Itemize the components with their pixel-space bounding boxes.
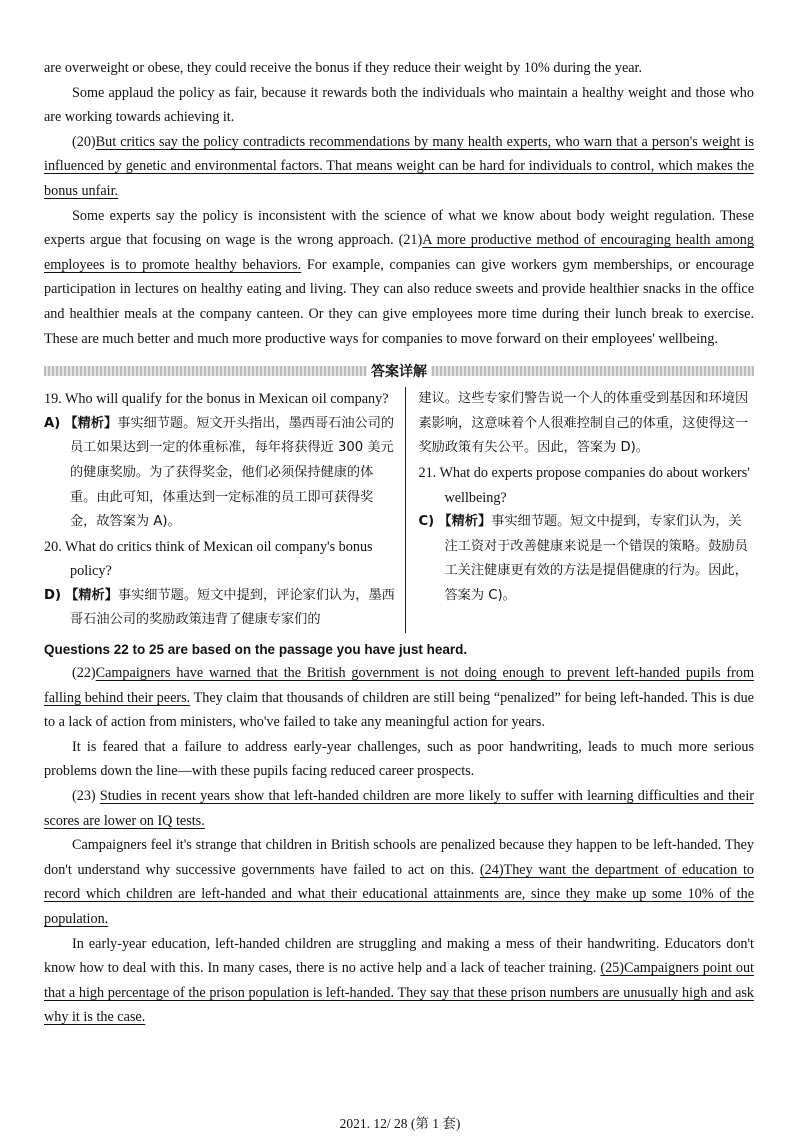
passage2-paragraph-2: It is feared that a failure to address early-year challenges, such as poor handwriting, leads to much more serious problems down the line—with these pupils facing reduced career prospects.	[44, 738, 754, 780]
passage-paragraph-1: are overweight or obese, they could receive the bonus if they reduce their weight by 10% during the year.	[44, 60, 643, 76]
question-21	[418, 461, 754, 510]
passage-paragraph-3	[44, 130, 754, 204]
analysis-tag: 【精析】	[438, 514, 492, 530]
paragraph-text: For example, companies can give workers gym memberships, or encourage participation in lectures on healthy eating and living. They can also reduce sweets and provide healthier snacks in the office and healthier meals at the company canteen. Or they can give employees more time during their lunch break to exercise. These are much better and much more productive ways for companies to move forward on their employees' wellbeing.	[44, 256, 754, 347]
answer-column-right	[406, 387, 754, 633]
sentence-number-25: (25)	[600, 960, 624, 977]
sentence-number-23: (23)	[72, 788, 96, 805]
sentence-number-21: (21)	[398, 232, 423, 249]
analysis-tag: 【精析】	[65, 587, 118, 603]
passage-paragraph-2: Some applaud the policy as fair, because it rewards both the individuals who maintain a healthy weight and those who are working towards achieving it.	[44, 84, 754, 126]
question-number: 21.	[418, 464, 437, 481]
key-sentence-23: Studies in recent years show that left-handed children are more likely to suffer with learning difficulties and their scores are lower on IQ tests.	[44, 788, 755, 829]
key-sentence-21: A more productive method of encouraging health among employees is to promote healthy behaviors.	[44, 232, 754, 273]
sentence-number-22: (22)	[72, 665, 96, 682]
paragraph-text: Campaigners feel it's strange that children in British schools are penalized because they happen to be left-handed. They don't understand why successive governments have failed to act on this.	[44, 837, 754, 878]
sentence-number-20: (20)	[72, 133, 96, 150]
question-19	[44, 387, 395, 412]
question-number: 19.	[44, 391, 62, 408]
passage2-paragraph-5	[44, 932, 754, 1030]
answer-section-divider	[44, 357, 754, 385]
key-sentence-20: But critics say the policy contradicts recommendations by many health experts, who warn that a person's weight is influenced by genetic and environmental factors. That means weight can be hard for individuals to control, which makes the bonus unfair.	[44, 133, 754, 199]
passage2-paragraph-1	[44, 661, 754, 735]
page-content	[44, 56, 754, 1030]
page-footer: 2021. 12/ 28 (第 1 套)	[339, 1116, 461, 1131]
key-sentence-24: They want the department of education to record which children are left-handed and what their educational attainments are, since they make up some 10% of the population.	[44, 861, 754, 927]
question-text: What do experts propose companies do about workers' wellbeing?	[439, 464, 750, 506]
paragraph-text: Some experts say the policy is inconsistent with the science of what we know about body weight regulation. These experts argue that focusing on wage is the wrong approach.	[44, 207, 754, 249]
key-sentence-25: Campaigners point out that a high percentage of the prison population is left-handed. They say that these prison numbers are unusually high and ask why it is the case.	[44, 960, 755, 1026]
passage2-paragraph-3	[44, 784, 754, 833]
answer-letter: C)	[418, 514, 435, 530]
paragraph-text: They claim that thousands of children are still being “penalized” for being left-handed. This is due to a lack of action from ministers, who've failed to take any meaningful action for years.	[44, 689, 754, 731]
section-heading: Questions 22 to 25 are based on the passage you have just heard.	[44, 642, 468, 658]
analysis-text: 事实细节题。短文中提到，评论家们认为，墨西哥石油公司的奖励政策违背了健康专家们的	[70, 587, 395, 628]
paragraph-text: In early-year education, left-handed children are struggling and making a mess of their handwriting. Educators don't know how to deal with this. In many cases, there is no active help and a lack of teacher training.	[44, 935, 754, 977]
answer-21	[418, 510, 754, 608]
question-number: 20.	[44, 538, 62, 555]
passage2-paragraph-4	[44, 833, 754, 931]
analysis-tag: 【精析】	[64, 415, 118, 431]
answer-column-left	[44, 387, 406, 633]
answer-20	[44, 584, 395, 633]
passage-paragraph-4	[44, 204, 754, 352]
question-20	[44, 535, 395, 584]
analysis-text: 事实细节题。短文开头指出，墨西哥石油公司的员工如果达到一定的体重标准，每年将获得近 300 美元的健康奖励。为了获得奖金，他们必须保持健康的体重。由此可知，体重达到一定标准的员工即可获得奖金，故答案为 A)。	[70, 415, 395, 530]
answer-20-continued: 建议。这些专家们警告说一个人的体重受到基因和环境因素影响，这意味着个人很难控制自己的体重，这使得这一奖励政策有失公平。因此，答案为 D)。	[418, 391, 749, 456]
answer-letter: A)	[44, 415, 61, 431]
question-text: What do critics think of Mexican oil company's bonus policy?	[65, 538, 373, 580]
key-sentence-22: Campaigners have warned that the British government is not doing enough to prevent left-handed pupils from falling behind their peers.	[44, 665, 754, 706]
analysis-text: 事实细节题。短文中提到，专家们认为，关注工资对于改善健康来说是一个错误的策略。鼓励员工关注健康更有效的方法是提倡健康的行为。因此，答案为 C)。	[444, 514, 748, 603]
answer-section-title: 答案详解	[367, 361, 431, 381]
answer-letter: D)	[44, 587, 61, 603]
sentence-number-24: (24)	[479, 861, 504, 878]
answer-columns	[44, 387, 754, 633]
question-text: Who will qualify for the bonus in Mexican oil company?	[65, 391, 389, 408]
answer-19	[44, 412, 395, 535]
